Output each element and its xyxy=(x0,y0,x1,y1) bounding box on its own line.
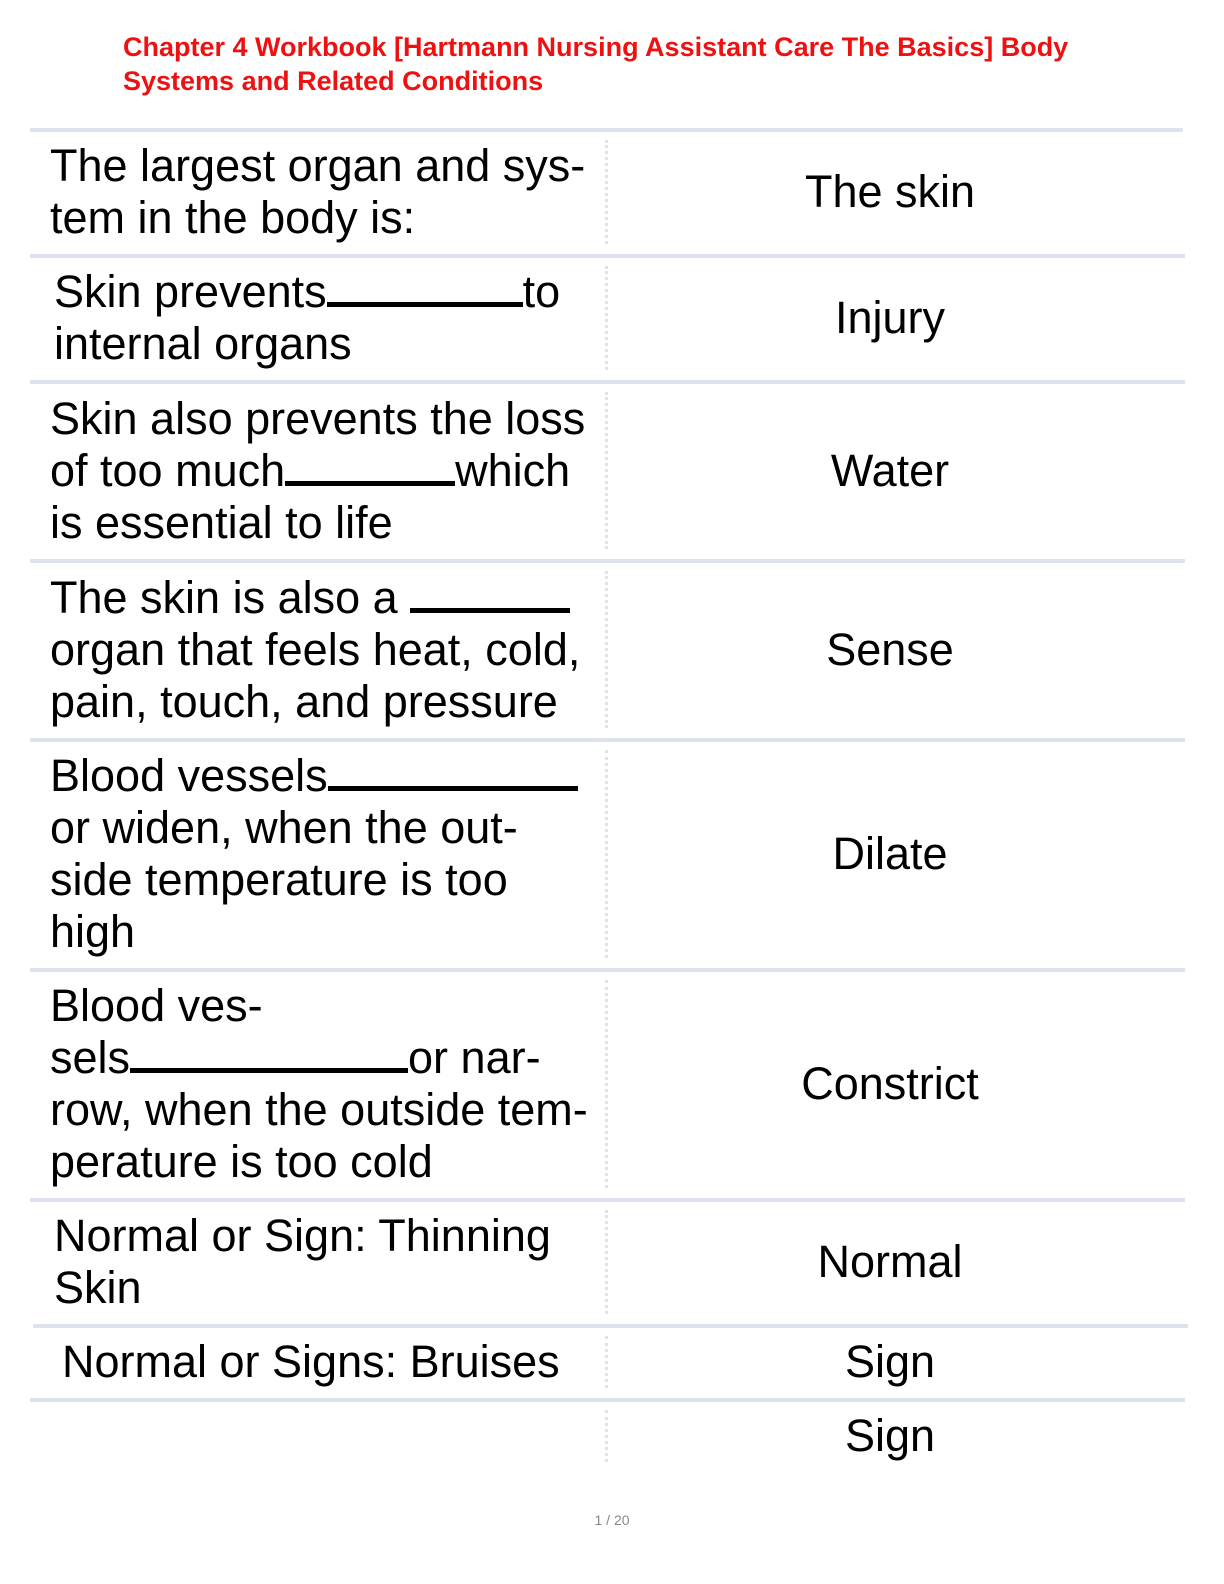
term-text: to internal organs xyxy=(54,266,561,369)
term-text: Blood vessels xyxy=(50,750,328,801)
term-text: organ that feels heat, cold, pain, touch, and pressure xyxy=(50,623,581,727)
fill-in-blank xyxy=(285,445,455,486)
flashcard-definition xyxy=(610,750,1170,958)
term-text: or widen, when the out- side temperature is too high xyxy=(50,802,518,957)
row-divider xyxy=(30,559,1185,563)
flashcard-definition xyxy=(610,1410,1170,1462)
row-divider xyxy=(30,1198,1185,1202)
row-divider xyxy=(33,1324,1188,1328)
fill-in-blank xyxy=(327,266,523,307)
term-text: Skin also prevents the loss of too much xyxy=(50,392,586,496)
row-divider xyxy=(30,254,1185,258)
term-text: The skin is also a xyxy=(50,571,411,623)
flashcard-term xyxy=(50,571,610,728)
flashcard-term xyxy=(50,1410,610,1462)
term-text: which is essential to life xyxy=(50,444,571,548)
row-divider xyxy=(30,128,1183,132)
flashcard-definition xyxy=(610,980,1170,1188)
term-text: Blood ves- sels xyxy=(50,980,263,1083)
definition-text: The skin xyxy=(804,166,976,217)
flashcard-term xyxy=(54,266,614,370)
document-title xyxy=(123,30,1224,98)
definition-text: Water xyxy=(830,444,950,496)
definition-text: Constrict xyxy=(801,1058,979,1109)
row-divider xyxy=(30,968,1185,972)
flashcard-term xyxy=(54,1210,614,1314)
fill-in-blank xyxy=(410,572,570,613)
flashcard-term xyxy=(50,392,610,549)
flashcard-term xyxy=(50,750,610,958)
flashcard-definition xyxy=(610,392,1170,549)
term-text: or nar- row, when the outside tem- perature is too cold xyxy=(50,1032,588,1187)
flashcard-definition xyxy=(610,140,1170,244)
fill-in-blank xyxy=(130,1032,408,1073)
term-text: Normal or Sign: Thinning Skin xyxy=(54,1210,551,1313)
flashcard-definition xyxy=(610,571,1170,728)
definition-text: Dilate xyxy=(832,828,948,879)
term-text: Normal or Signs: Bruises xyxy=(62,1336,560,1387)
definition-text: Sense xyxy=(826,623,954,675)
flashcard-definition xyxy=(610,266,1170,370)
definition-text: Sign xyxy=(844,1336,936,1387)
definition-text: Sign xyxy=(844,1410,936,1461)
document-title-line-1: Chapter 4 Workbook [Hartmann Nursing Assistant Care The Basics] Body xyxy=(123,32,1069,62)
fill-in-blank xyxy=(328,750,578,791)
term-text: The largest organ and sys- tem in the body is: xyxy=(50,140,586,243)
term-text: Skin prevents xyxy=(54,266,327,317)
flashcard-definition xyxy=(610,1210,1170,1314)
definition-text: Injury xyxy=(834,292,946,343)
flashcard-term xyxy=(50,980,610,1188)
row-divider xyxy=(30,380,1185,384)
definition-text: Normal xyxy=(817,1236,963,1287)
flashcard-definition xyxy=(610,1336,1170,1388)
flashcard-term xyxy=(50,140,610,244)
row-divider xyxy=(30,1398,1185,1402)
flashcard-term xyxy=(62,1336,622,1388)
row-divider xyxy=(30,738,1185,742)
page-indicator: 1 / 20 xyxy=(594,1512,630,1528)
document-title-line-2: Systems and Related Conditions xyxy=(123,66,544,96)
